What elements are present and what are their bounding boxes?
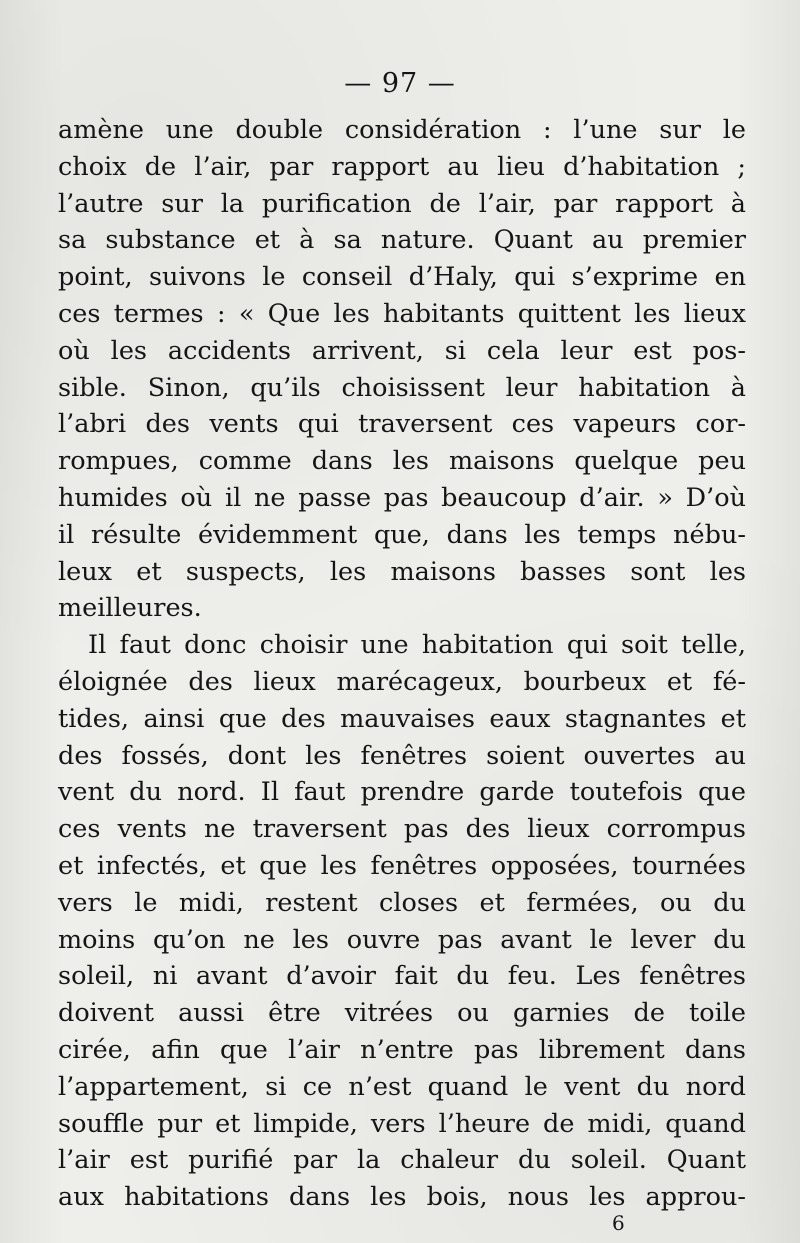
text-line-8: sible. Sinon, qu’ils choisissent leur habitation à [58,372,746,403]
text-line-4: sa substance et à sa nature. Quant au premier [58,225,746,256]
text-line-21: et infectés, et que les fenêtres opposées, tournées [58,850,746,881]
text-line-6: ces termes : « Que les habitants quittent les lieux [58,298,746,329]
text-line-5: point, suivons le conseil d’Haly, qui s’exprime en [58,262,746,293]
text-line-22: vers le midi, restent closes et fermées, ou du [58,887,746,918]
text-line-23: moins qu’on ne les ouvre pas avant le lever du [58,924,746,955]
body-text [58,112,746,1216]
text-line-19: vent du nord. Il faut prendre garde toutefois que [58,777,746,808]
page-number: — 97 — [344,68,456,99]
text-line-7: où les accidents arrivent, si cela leur est pos- [58,335,746,366]
text-line-9: l’abri des vents qui traversent ces vapeurs cor- [58,409,746,440]
text-line-25: doivent aussi être vitrées ou garnies de toile [58,998,746,1029]
text-line-16: éloignée des lieux marécageux, bourbeux et fé- [58,666,746,697]
text-line-27: l’appartement, si ce n’est quand le vent du nord [58,1071,746,1102]
text-line-17: tides, ainsi que des mauvaises eaux stagnantes et [58,703,746,734]
text-line-1: amène une double considération : l’une sur le [58,115,746,145]
text-line-28: souffle pur et limpide, vers l’heure de midi, quand [58,1108,746,1139]
text-line-20: ces vents ne traversent pas des lieux corrompus [58,814,746,845]
text-line-12: il résulte évidemment que, dans les temps nébu- [58,519,746,550]
text-line-2: choix de l’air, par rapport au lieu d’habitation ; [58,151,746,182]
text-line-13: leux et suspects, les maisons basses sont les [58,556,746,587]
text-line-15: Il faut donc choisir une habitation qui soit telle, [88,630,746,661]
text-line-10: rompues, comme dans les maisons quelque peu [58,446,746,477]
text-line-11: humides où il ne passe pas beaucoup d’air. » D’où [58,482,746,513]
text-line-14: meilleures. [58,593,202,624]
signature-mark: 6 [612,1211,625,1235]
text-line-18: des fossés, dont les fenêtres soient ouvertes au [58,740,746,771]
text-line-26: cirée, afin que l’air n’entre pas librement dans [58,1034,746,1065]
text-line-3: l’autre sur la purification de l’air, par rapport à [58,188,746,219]
text-line-24: soleil, ni avant d’avoir fait du feu. Les fenêtres [58,961,746,992]
text-line-29: l’air est purifié par la chaleur du soleil. Quant [58,1145,746,1176]
text-line-30: aux habitations dans les bois, nous les approu- [58,1182,746,1213]
